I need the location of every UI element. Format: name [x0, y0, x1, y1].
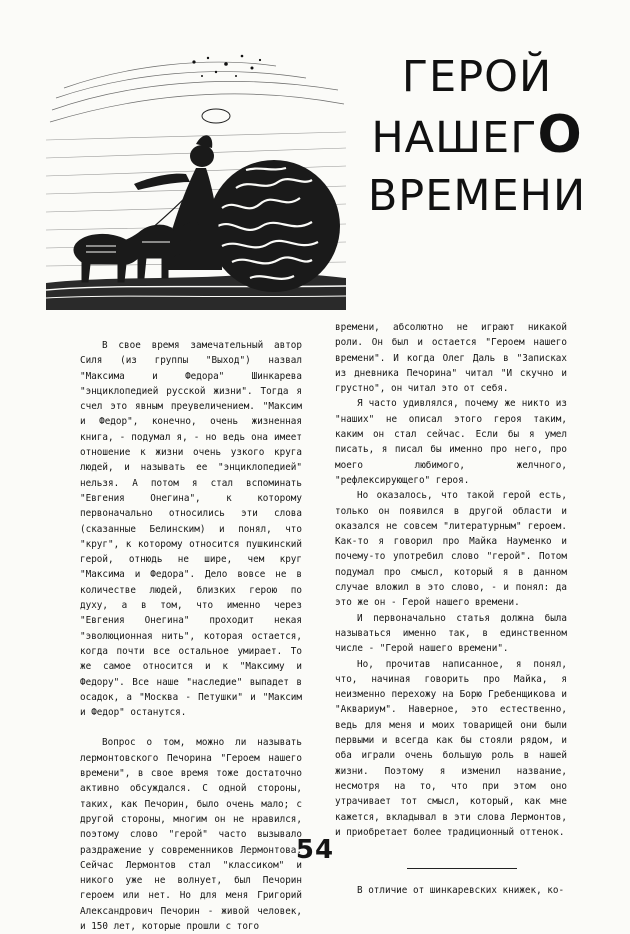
right-column	[335, 320, 567, 898]
paragraph: Но оказалось, что такой герой есть, только он появился в другой области и оказался не совсем "литературным" героем. Как-то я говорил про Майка Науменко и почему-то употребил слово "герой". Потом подумал про смысл, который я в данном случае вложил в это слово, - и понял: да это же он - Герой нашего времени.	[335, 490, 567, 609]
title-line-2-prefix: НАШЕГ	[371, 113, 538, 163]
continuation-line: В отличие от шинкаревских книжек, ко-	[357, 885, 565, 897]
title-big-letter: О	[537, 105, 583, 165]
page-number: 54	[295, 835, 335, 865]
paragraph: В свое время замечательный автор Силя (из группы "Выход") назвал "Максима и Федора" Шинкарева "энциклопедией русской жизни". Тогда я счел это явным преувеличением. "Максим и Федор", конечно, очень жизненная книга, - подумал я, - но ведь она имеет отношение к жизни очень узкого круга людей, и называть ее "энциклопедией" нельзя. А потом я стал вспоминать "Евгения Онегина", к которому первоначально относились эти слова (сказанные Белинским) и понял, что "круг", к которому относится пушкинский герой, отнюдь не шире, чем круг "Максима и Федора". Дело вовсе не в количестве людей, близких герою по духу, а в том, что именно через "Евгения Онегина" проходит некая "эволюционная нить", которая остается, когда почти все остальное умирает. То же самое относится и к "Максиму и Федору". Все наше "наследие" выпадет в осадок, а "Москва - Петушки" и "Максим и Федор" останутся.	[80, 340, 302, 719]
ink-illustration	[46, 48, 346, 310]
section-divider	[407, 868, 517, 869]
paragraph: Вопрос о том, можно ли называть лермонтовского Печорина "Героем нашего времени", в свое время тоже достаточно активно обсуждался. С одной стороны, таких, как Печорин, было очень мало; с другой стороны, многим он не нравился, поэтому слово "герой" часто вызывало раздражение у современников Лермонтова. Сейчас Лермонтов стал "классиком" и никого уже не волнует, был Печорин героем или нет. Но для меня Григорий Александрович Печорин - живой человек, и 150 лет, которые прошли с того	[80, 737, 302, 932]
maze-wheel	[208, 160, 340, 292]
paragraph: И первоначально статья должна была называться именно так, в единственном числе - "Герой нашего времени".	[335, 612, 567, 655]
article-title	[352, 48, 602, 225]
title-line-2	[352, 106, 602, 167]
paragraph: Я часто удивлялся, почему же никто из "наших" не описал этого героя таким, каким он стал сейчас. Если бы я умел писать, я писал бы именно про него, про моего любимого, желчного, "рефлексирующего" героя.	[335, 398, 567, 486]
title-line-1: ГЕРОЙ	[401, 52, 553, 102]
title-line-3: ВРЕМЕНИ	[367, 171, 587, 221]
paragraph: времени, абсолютно не играют никакой роли. Он был и остается "Героем нашего времени". И когда Олег Даль в "Записках из дневника Печорина" читал "И скучно и грустно", он читал это от себя.	[335, 322, 567, 395]
paragraph: Но, прочитав написанное, я понял, что, начиная говорить про Майка, я неизменно перехожу на Борю Гребенщикова и "Аквариум". Наверное, это естественно, ведь для меня и моих товарищей они были первыми и всегда как бы стояли рядом, и оба играли очень большую роль в нашей жизни. Поэтому я изменил название, несмотря на то, что при этом оно утрачивает тот смысл, который, как мне кажется, вкладывал в эти слова Лермонтов, и приобретает более традиционный оттенок.	[335, 658, 567, 838]
